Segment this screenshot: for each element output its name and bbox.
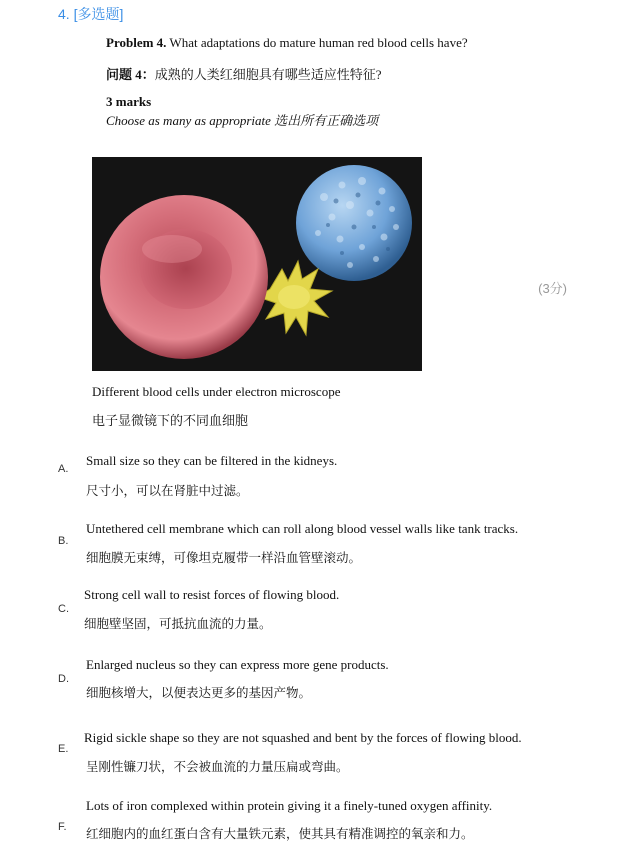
red-blood-cell	[100, 195, 268, 359]
option-letter: A.	[58, 463, 69, 475]
option-text-zh: 呈刚性镰刀状，不会被血流的力量压扁或弯曲。	[86, 760, 349, 774]
problem-title-text: What adaptations do mature human red blood cells have?	[166, 35, 468, 50]
option-letter: F.	[58, 821, 67, 833]
problem-title-bold: Problem 4.	[106, 35, 167, 50]
option-text-zh: 红细胞内的血红蛋白含有大量铁元素，使其具有精准调控的氧亲和力。	[86, 827, 474, 841]
score-label: (3分)	[538, 281, 567, 296]
problem-title	[106, 35, 468, 51]
option-text-zh: 细胞核增大，以便表达更多的基因产物。	[86, 686, 312, 700]
option-letter: C.	[58, 603, 69, 615]
option-text-en: Untethered cell membrane which can roll along blood vessel walls like tank tracks.	[86, 521, 519, 536]
electron-microscope-image	[92, 157, 422, 371]
problem-title-zh-text: 成熟的人类红细胞具有哪些适应性特征?	[154, 67, 382, 82]
option-text-en: Enlarged nucleus so they can express more gene products.	[86, 657, 389, 672]
figure-caption-zh: 电子显微镜下的不同血细胞	[92, 413, 249, 428]
option-text-en: Strong cell wall to resist forces of flowing blood.	[84, 587, 340, 602]
option-letter: B.	[58, 535, 69, 547]
question-number-label: 4. [多选题]	[58, 6, 124, 22]
figure-caption-en: Different blood cells under electron microscope	[92, 384, 341, 399]
problem-title-zh	[106, 64, 382, 83]
instruction-text: Choose as many as appropriate 选出所有正确选项	[106, 113, 379, 128]
option-text-zh: 尺寸小，可以在肾脏中过滤。	[86, 484, 249, 498]
option-letter: D.	[58, 673, 69, 685]
problem-title-zh-bold: 问题 4：	[106, 67, 155, 82]
option-text-zh: 细胞壁坚固，可抵抗血流的力量。	[84, 617, 272, 631]
option-letter: E.	[58, 743, 69, 755]
option-text-en: Lots of iron complexed within protein giving it a finely-tuned oxygen affinity.	[86, 798, 493, 813]
option-text-en: Small size so they can be filtered in the kidneys.	[86, 453, 338, 468]
option-text-en: Rigid sickle shape so they are not squashed and bent by the forces of flowing blood.	[84, 730, 522, 745]
marks-label: 3 marks	[106, 94, 152, 109]
option-text-zh: 细胞膜无束缚，可像坦克履带一样沿血管壁滚动。	[86, 551, 362, 565]
white-blood-cell	[296, 165, 412, 281]
blood-cells-illustration	[92, 157, 422, 371]
